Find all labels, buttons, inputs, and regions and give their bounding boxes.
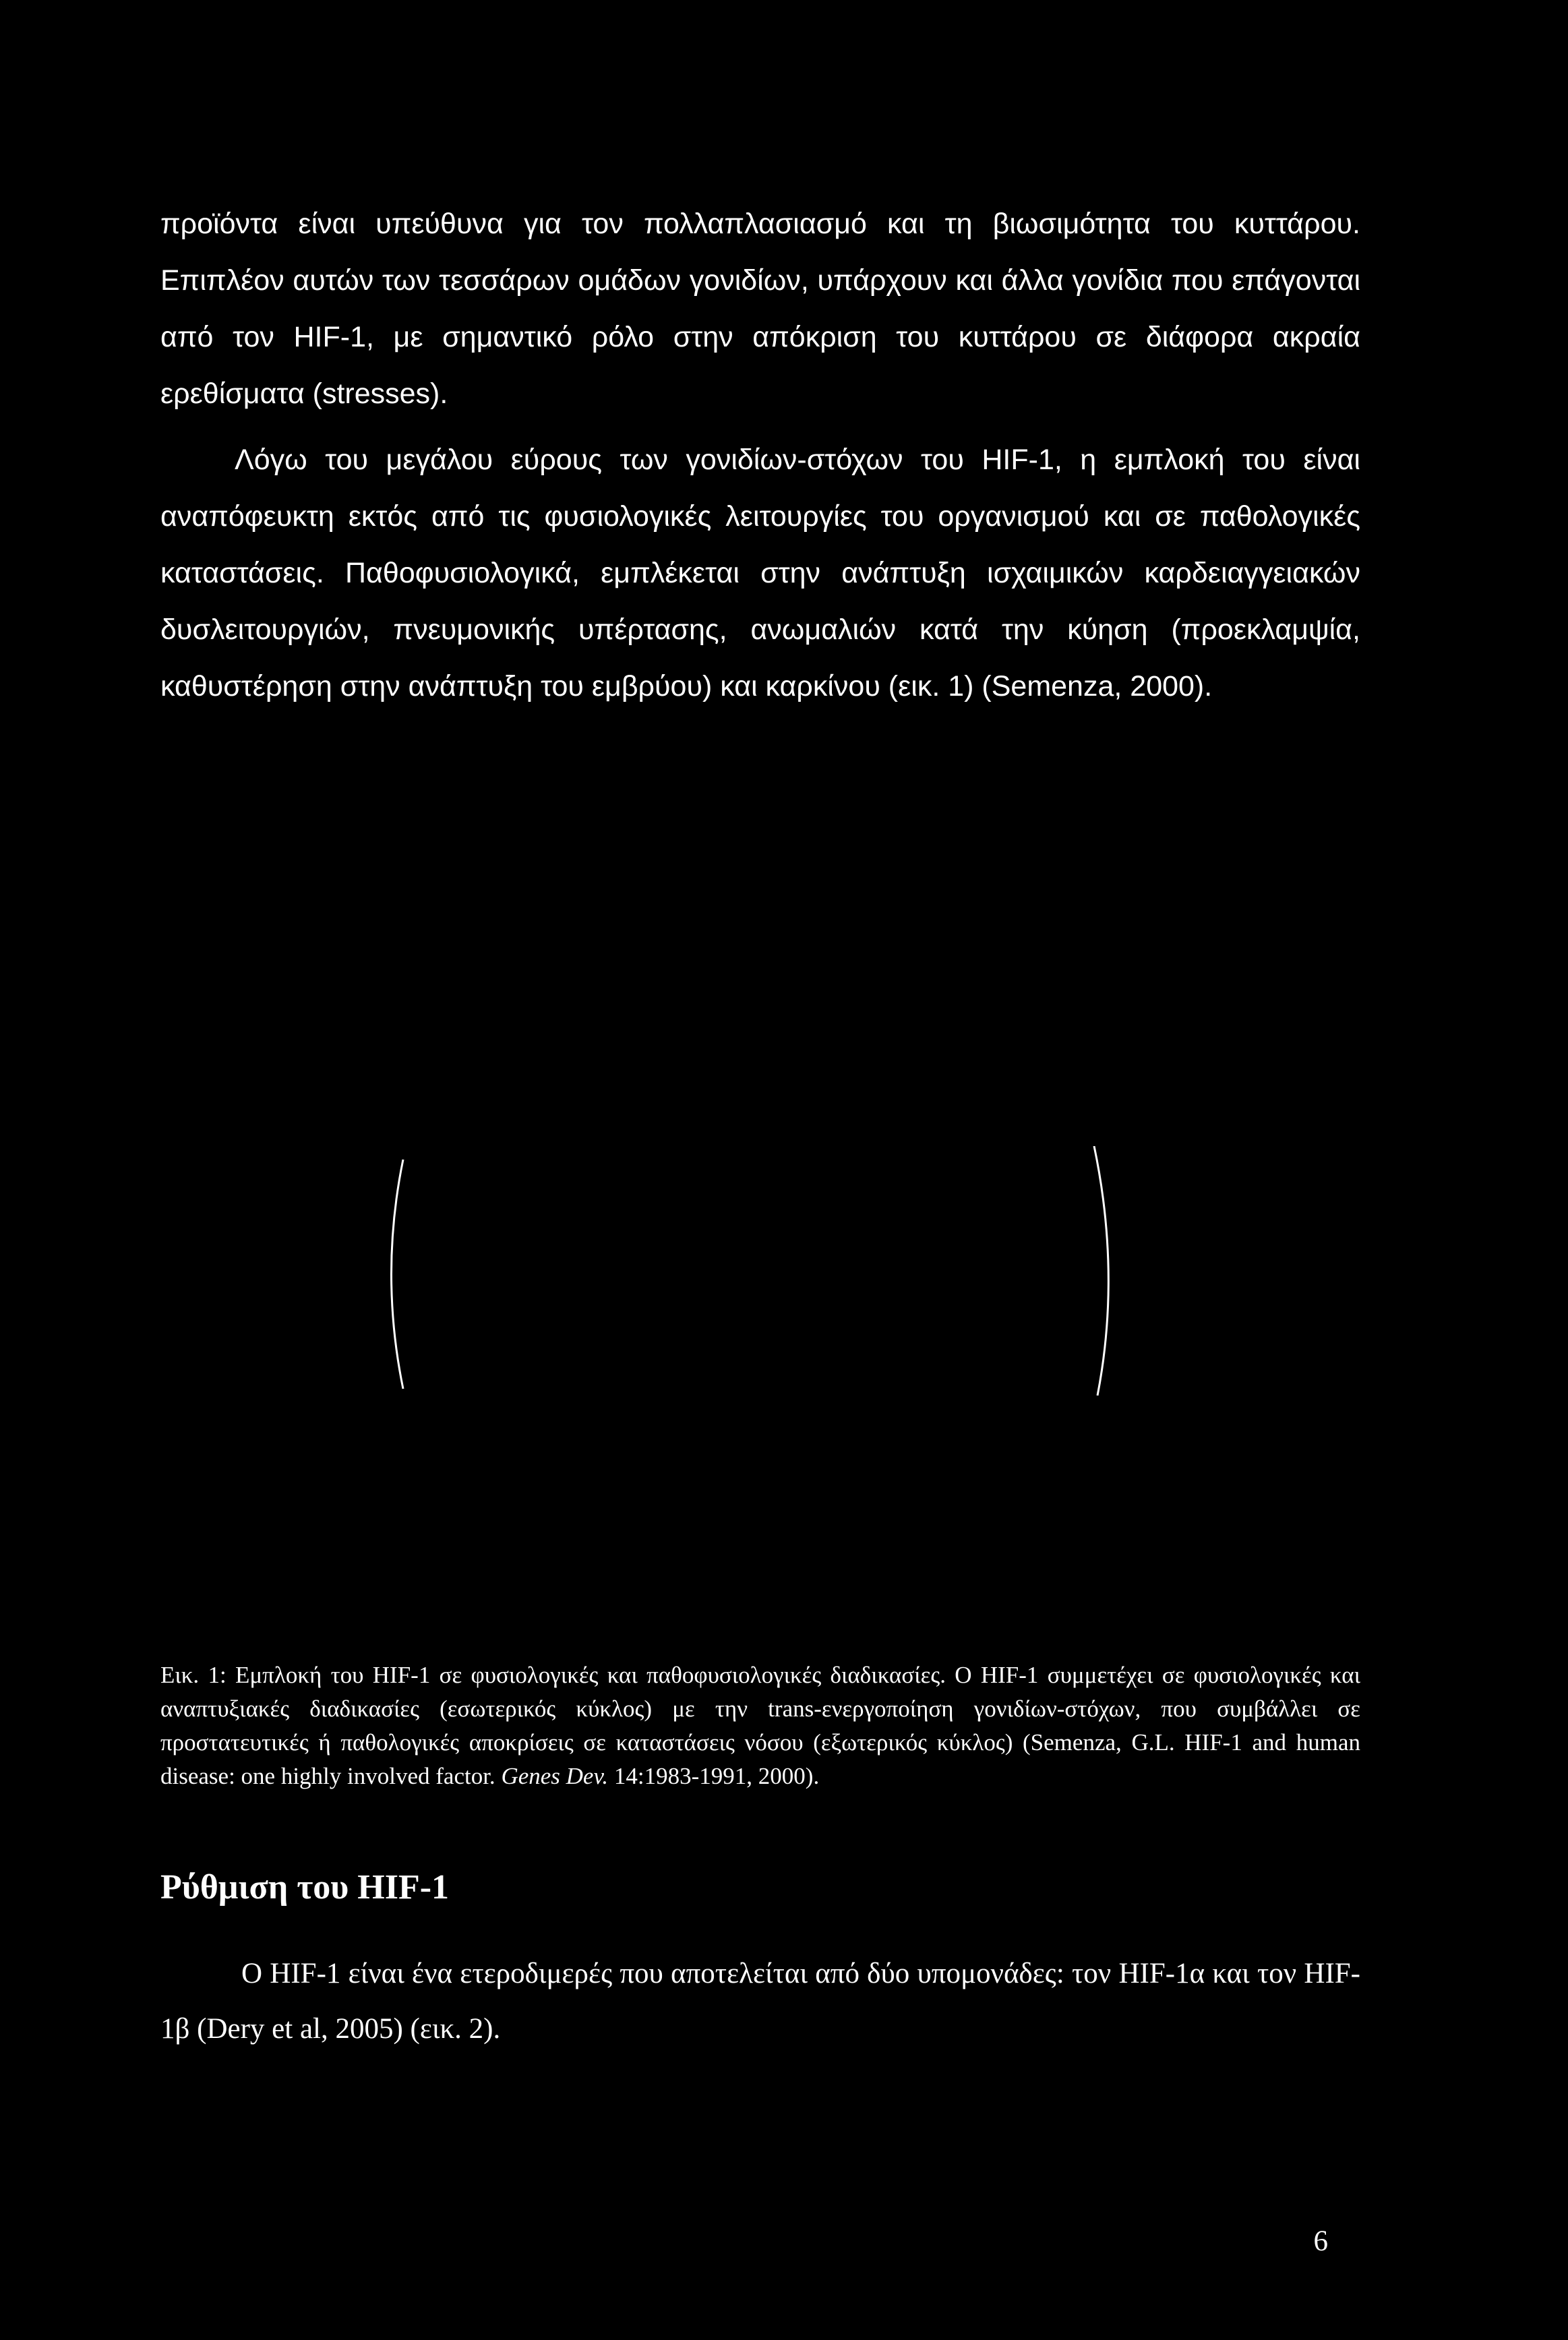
figure-1-caption [160,1658,1360,1793]
paragraph-3: Ο HIF-1 είναι ένα ετεροδιμερές που αποτελείται από δύο υπομονάδες: τον HIF-1α και τον HIF-1β (Dery et al, 2005) (εικ. 2). [160,1958,1360,2045]
paragraph-1-line-1: προϊόντα είναι υπεύθυνα για τον πολλαπλασιασμό και τη βιωσιμότητα του κυττάρου. [160,208,1360,240]
caption-text: : Εμπλοκή του HIF-1 σε φυσιολογικές και παθοφυσιολογικές διαδικασίες. Ο HIF-1 συμμετέχει σε φυσιολογικές και αναπτυξιακές διαδικασίες (εσωτερικός κύκλος) με την trans-ενεργοποίηση γονιδίων-στόχων, που συμβάλλει σε προστατευτικές ή παθολογικές αποκρίσεις σε καταστάσεις νόσου (εξωτερικός κύκλος) (Semenza, G.L. HIF-1 and human disease: one highly involved factor. [160,1662,1360,1789]
paragraph-1-continuation: Επιπλέον αυτών των τεσσάρων ομάδων γονιδίων, υπάρχουν και άλλα γονίδια που επάγονται από τον HIF-1, με σημαντικό ρόλο στην απόκριση του κυττάρου σε διάφορα ακραία ερεθίσματα (stresses). [160,264,1360,410]
paragraph-2-text-b: Παθοφυσιολογικά, εμπλέκεται στην ανάπτυξη ισχαιμικών καρδειαγγειακών δυσλειτουργιών, πνευμονικής υπέρτασης, ανωμαλιών κατά την κύηση (προεκλαμψία, καθυστέρηση στην ανάπτυξη του εμβρύου) και καρκίνου (εικ. 1) (Semenza, 2000). [160,557,1360,702]
figure-outer-circle-right-arc [1094,1146,1108,1396]
section-heading: Ρύθμιση του HIF-1 [160,1868,450,1907]
paragraph-2-text: Λόγω του μεγάλου εύρους των γονιδίων-στόχων του HIF-1, η εμπλοκή του είναι αναπόφευκτη εκτός από τις φυσιολογικές λειτουργίες του οργανισμού και σε παθολογικές καταστάσεις. [160,444,1360,589]
figure-1-graphic [160,1146,1360,1618]
paragraph-1 [160,196,1360,422]
caption-journal: Genes Dev. [501,1763,609,1789]
caption-label: Εικ. 1 [160,1662,220,1688]
page-number: 6 [1313,2225,1328,2257]
paragraph-2 [160,431,1360,715]
figure-1 [160,1146,1360,1618]
figure-outer-circle-left-arc [392,1160,404,1389]
caption-tail: 14:1983-1991, 2000). [608,1763,820,1789]
